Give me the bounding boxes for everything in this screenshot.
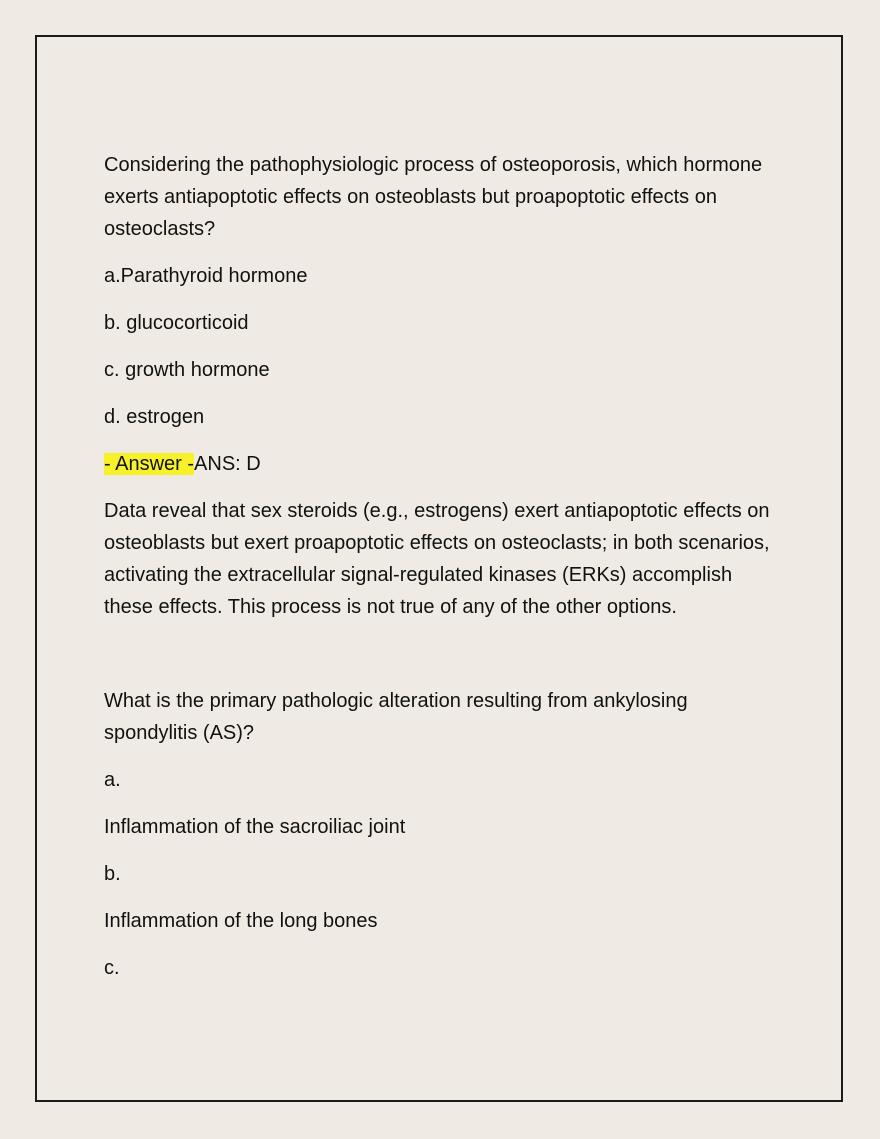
question-1-answer-line bbox=[104, 448, 784, 480]
question-2-option-c-label: c. bbox=[104, 957, 120, 979]
question-1-rationale: Data reveal that sex steroids (e.g., estrogens) exert antiapoptotic effects on osteoblasts but exert proapoptotic effects on osteoclasts; in both scenarios, activating the extracellular signal-regulated kinases (ERKs) accomplish these effects. This process is not true of any of the other options. bbox=[104, 500, 770, 618]
question-2-option-b-text: Inflammation of the long bones bbox=[104, 910, 378, 932]
question-2-text: What is the primary pathologic alteration resulting from ankylosing spondylitis (AS)? bbox=[104, 690, 688, 744]
question-2-option-b-label: b. bbox=[104, 863, 121, 885]
question-1-option-b: b. glucocorticoid bbox=[104, 312, 249, 334]
question-1-text: Considering the pathophysiologic process of osteoporosis, which hormone exerts antiapoptotic effects on osteoblasts but proapoptotic effects on osteoclasts? bbox=[104, 154, 763, 240]
question-1-option-c: c. growth hormone bbox=[104, 359, 270, 381]
question-2-option-a-text: Inflammation of the sacroiliac joint bbox=[104, 816, 406, 838]
question-1-option-a: a.Parathyroid hormone bbox=[104, 265, 308, 287]
answer-highlight: - Answer - bbox=[104, 453, 195, 475]
document-content bbox=[104, 149, 784, 984]
question-1-option-d: d. estrogen bbox=[104, 406, 205, 428]
question-2-option-a-label: a. bbox=[104, 769, 121, 791]
answer-text: ANS: D bbox=[194, 453, 261, 475]
